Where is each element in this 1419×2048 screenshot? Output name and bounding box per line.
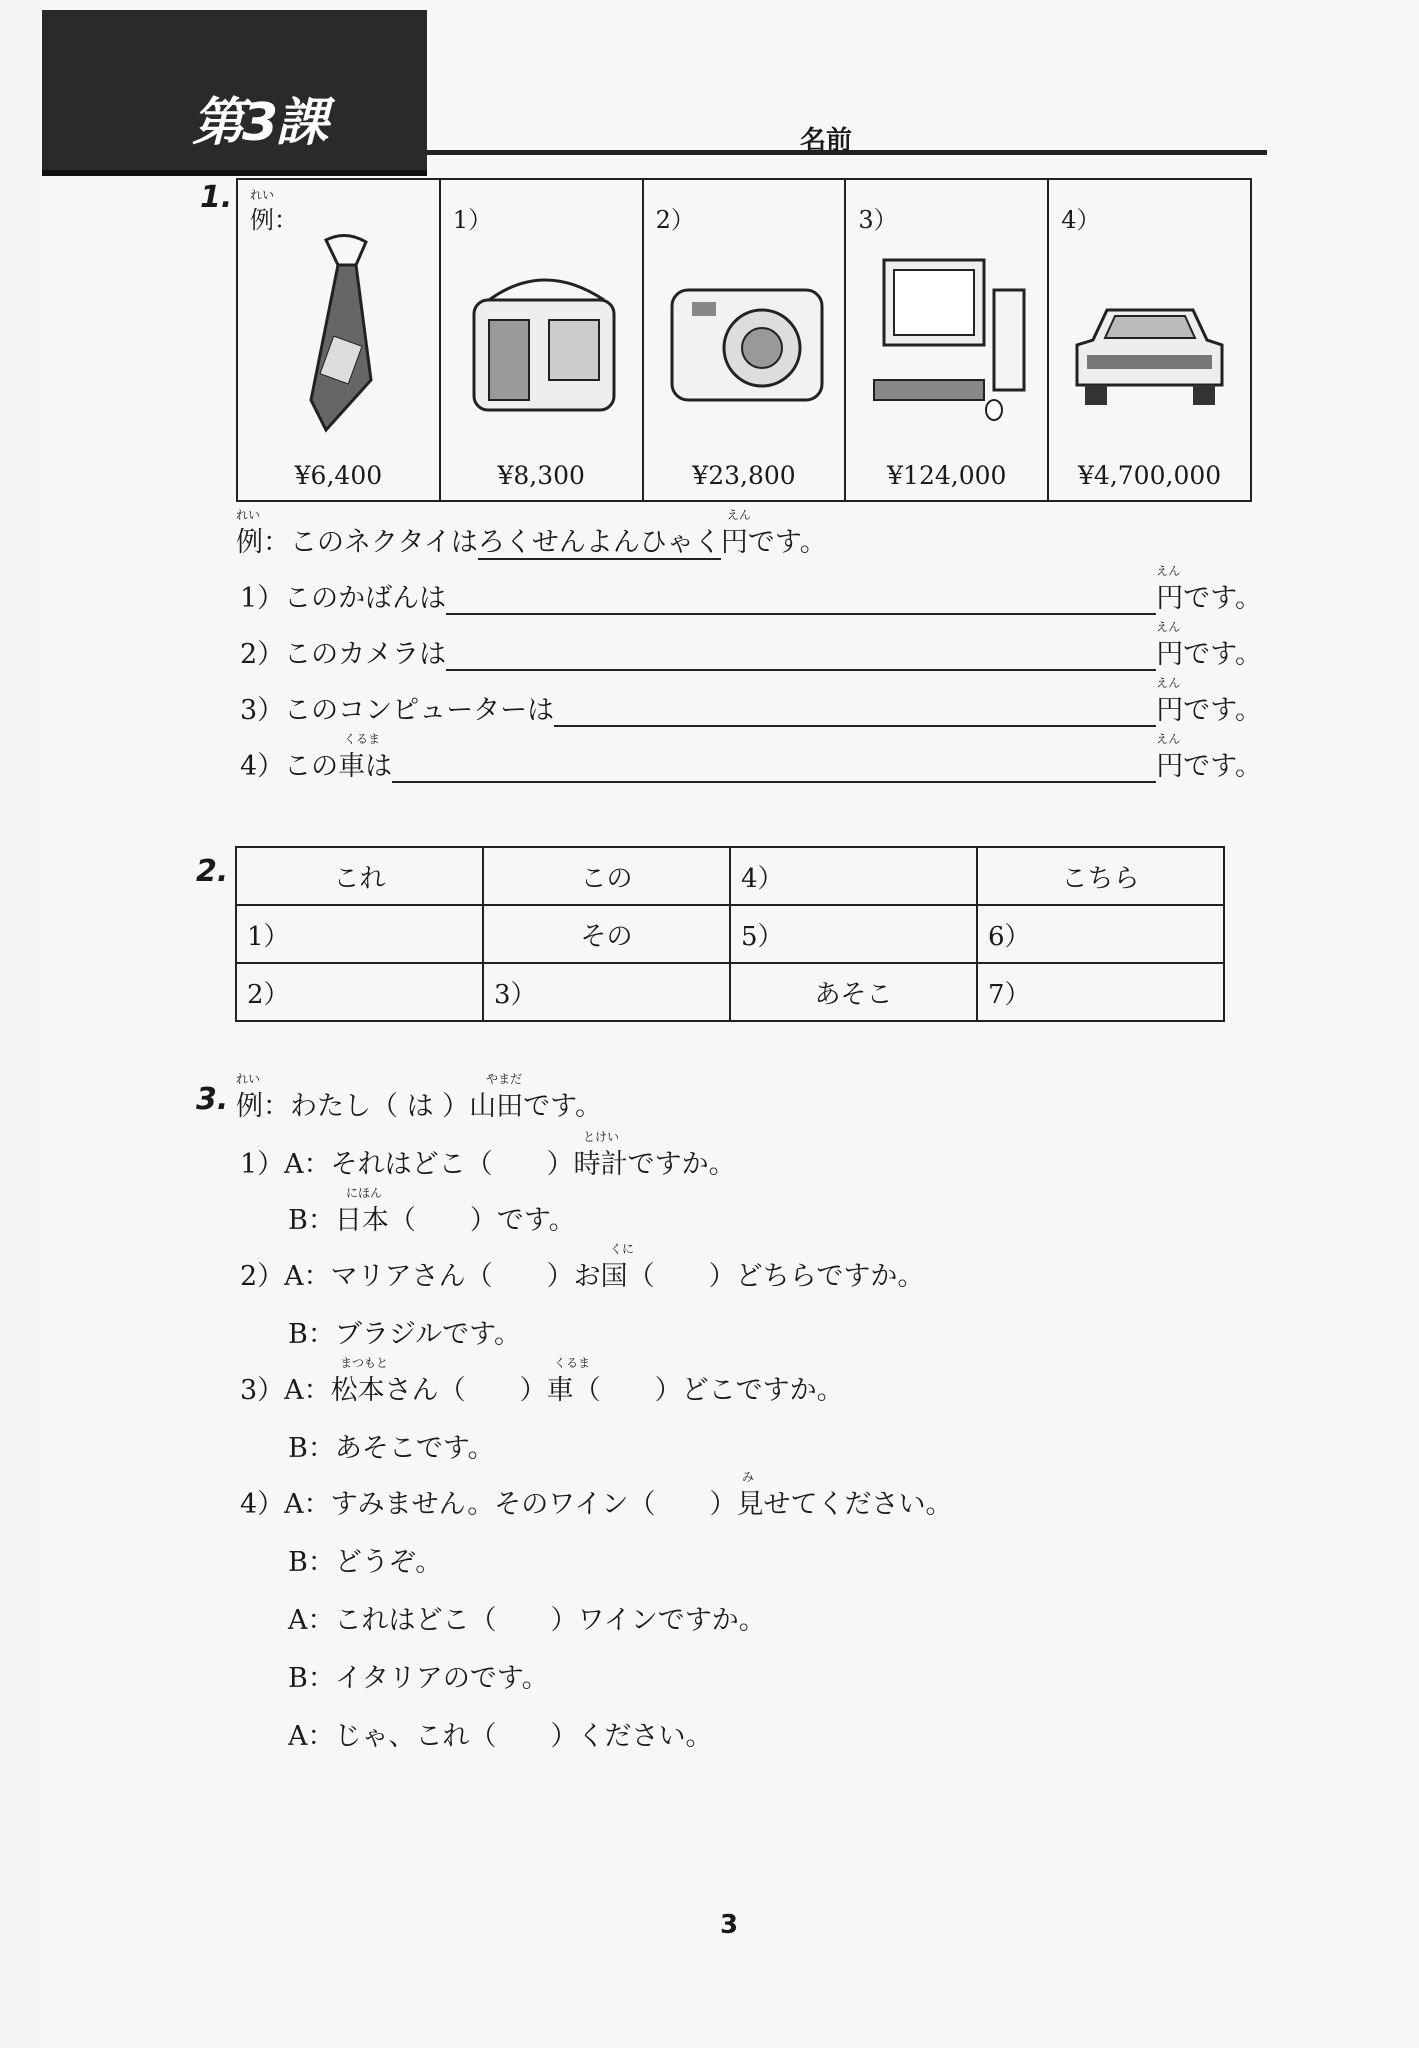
picture-item-example: れい 例： ¥6,400: [238, 180, 441, 500]
section-1-question: 1）このかばんは えん 円です。: [240, 564, 1263, 614]
answer-blank[interactable]: [446, 641, 1156, 671]
furigana: くに: [610, 1242, 635, 1256]
section-1-question: 4）この車は えん 円です。: [240, 732, 1263, 782]
lesson-title: 第3課: [192, 93, 327, 153]
dialogue-line: B：どうぞ。: [288, 1547, 443, 1578]
item-label: 4）: [1061, 206, 1101, 234]
picture-grid: [236, 178, 1252, 502]
dialogue-line: B：ブラジルです。: [288, 1319, 522, 1350]
dialogue-line: 3）A：松本さん（ ）車（ ）どこですか。: [240, 1375, 844, 1406]
item-label: 3）: [858, 206, 898, 234]
table-cell[interactable]: 3）: [483, 963, 730, 1021]
page-number: 3: [720, 1910, 739, 1940]
table-cell: あそこ: [730, 963, 977, 1021]
table-cell: その: [483, 905, 730, 963]
section-1-number: 1.: [200, 180, 233, 215]
furigana: くるま: [344, 732, 381, 746]
dialogue-line: A：じゃ、これ（ ）ください。: [288, 1721, 713, 1752]
furigana: れい: [236, 1072, 261, 1086]
answer-blank[interactable]: [554, 697, 1156, 727]
furigana: やまだ: [486, 1072, 523, 1086]
dialogue-line: B：イタリアのです。: [288, 1663, 549, 1694]
table-cell[interactable]: 5）: [730, 905, 977, 963]
table-cell[interactable]: 4）: [730, 847, 977, 905]
answer-blank[interactable]: [446, 585, 1156, 615]
necktie-icon: [256, 220, 422, 450]
lesson-header: [42, 10, 427, 176]
section-1-example: れい 例：このネクタイはろくせんよんひゃく えん 円です。: [236, 508, 827, 558]
item-label: 例：: [250, 206, 298, 234]
picture-item-1: [441, 180, 644, 500]
bag-icon: [459, 220, 625, 450]
section-3-example: 例：わたし（ は ）山田です。: [236, 1091, 603, 1122]
item-price: ¥124,000: [887, 461, 1007, 490]
furigana: まつもと: [340, 1356, 389, 1370]
table-row: [236, 847, 1224, 905]
table-cell: これ: [236, 847, 483, 905]
computer-icon: [864, 220, 1030, 450]
item-price: ¥6,400: [294, 461, 383, 490]
dialogue-line: B：あそこです。: [288, 1433, 495, 1464]
item-price: ¥8,300: [497, 461, 585, 490]
furigana: とけい: [583, 1130, 620, 1144]
furigana: にほん: [346, 1186, 383, 1200]
table-row: [236, 905, 1224, 963]
dialogue-line: 1）A：それはどこ（ ）時計ですか。: [240, 1149, 736, 1180]
dialogue-line: 2）A：マリアさん（ ）お国（ ）どちらですか。: [240, 1261, 925, 1292]
car-icon: [1067, 220, 1233, 450]
section-3-number: 3.: [196, 1082, 229, 1117]
table-cell[interactable]: 6）: [977, 905, 1224, 963]
table-cell[interactable]: 1）: [236, 905, 483, 963]
section-1-question: 2）このカメラは えん 円です。: [240, 620, 1263, 670]
example-answer: ろくせんよんひゃく: [477, 527, 721, 558]
demonstrative-table: [235, 846, 1225, 1022]
furigana: くるま: [554, 1356, 591, 1370]
table-cell[interactable]: 2）: [236, 963, 483, 1021]
name-label: 名前: [800, 126, 853, 156]
table-cell: こちら: [977, 847, 1224, 905]
item-price: ¥23,800: [692, 461, 796, 490]
item-label: 1）: [452, 206, 493, 234]
camera-icon: [662, 220, 828, 450]
table-row: [236, 963, 1224, 1021]
section-2-number: 2.: [196, 854, 229, 889]
section-1-question: 3）このコンピューターは えん 円です。: [240, 676, 1263, 726]
furigana: み: [742, 1470, 755, 1484]
item-price: ¥4,700,000: [1078, 461, 1222, 490]
answer-blank[interactable]: [392, 753, 1156, 783]
picture-item-2: [644, 180, 847, 500]
table-cell: この: [483, 847, 730, 905]
item-label: 2）: [655, 206, 695, 234]
dialogue-line: A：これはどこ（ ）ワインですか。: [288, 1605, 766, 1636]
table-cell[interactable]: 7）: [977, 963, 1224, 1021]
dialogue-line: 4）A：すみません。そのワイン（ ）見せてください。: [240, 1489, 953, 1520]
picture-item-3: [846, 180, 1049, 500]
dialogue-line: B：日本（ ）です。: [288, 1205, 576, 1236]
picture-item-4: [1049, 180, 1250, 500]
